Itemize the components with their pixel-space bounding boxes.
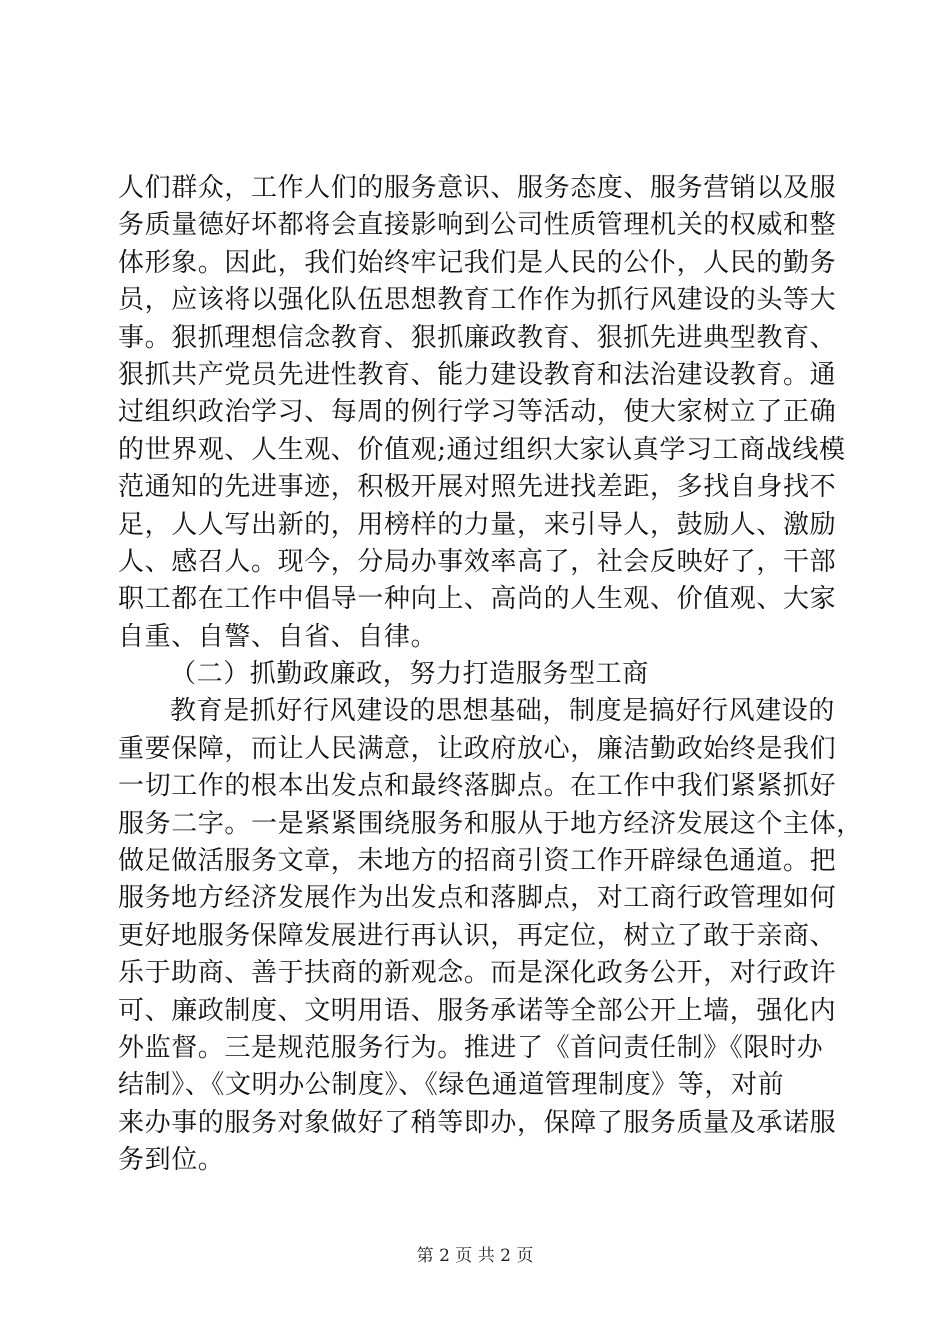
- text-line: 务质量德好坏都将会直接影响到公司性质管理机关的权威和整: [118, 210, 837, 241]
- text-line: 的世界观、人生观、价值观;通过组织大家认真学习工商战线模: [118, 434, 846, 465]
- body-text: [118, 170, 863, 1180]
- text-line: 做足做活服务文章，未地方的招商引资工作开辟绿色通道。把: [118, 846, 837, 877]
- text-line: 一切工作的根本出发点和最终落脚点。在工作中我们紧紧抓好: [118, 771, 837, 802]
- text-line: 足，人人写出新的，用榜样的力量，来引导人，鼓励人、激励: [118, 509, 837, 540]
- section-heading: （二）抓勤政廉政，努力打造服务型工商: [170, 659, 649, 690]
- text-line: 务到位。: [118, 1145, 225, 1176]
- page-footer: 第 2 页 共 2 页: [416, 1246, 534, 1266]
- text-line: 乐于助商、善于扶商的新观念。而是深化政务公开，对行政许: [118, 958, 837, 989]
- text-line: 服务地方经济发展作为出发点和落脚点，对工商行政管理如何: [118, 883, 837, 914]
- text-line: 来办事的服务对象做好了稍等即办，保障了服务质量及承诺服: [118, 1107, 837, 1138]
- text-line: 过组织政治学习、每周的例行学习等活动，使大家树立了正确: [118, 397, 837, 428]
- text-line: 服务二字。一是紧紧围绕服务和服从于地方经济发展这个主体，: [118, 808, 863, 839]
- text-line: 范通知的先进事迹，积极开展对照先进找差距，多找自身找不: [118, 472, 837, 503]
- text-line: 可、廉政制度、文明用语、服务承诺等全部公开上墙，强化内: [118, 995, 837, 1026]
- text-line: 外监督。三是规范服务行为。推进了《首问责任制》《限时办: [118, 1032, 824, 1063]
- text-line: 体形象。因此，我们始终牢记我们是人民的公仆，人民的勤务: [118, 247, 837, 278]
- text-line: 事。狠抓理想信念教育、狠抓廉政教育、狠抓先进典型教育、: [118, 322, 837, 353]
- text-line: 人、感召人。现今，分局办事效率高了，社会反映好了，干部: [118, 546, 837, 577]
- text-line: 结制》、《文明办公制度》、《绿色通道管理制度》等，对前: [118, 1070, 785, 1101]
- text-line: 狠抓共产党员先进性教育、能力建设教育和法治建设教育。通: [118, 359, 837, 390]
- text-line: 教育是抓好行风建设的思想基础，制度是搞好行风建设的: [170, 696, 836, 727]
- text-line: 人们群众，工作人们的服务意识、服务态度、服务营销以及服: [118, 173, 837, 203]
- text-line: 自重、自警、自省、自律。: [118, 621, 438, 652]
- text-line: 职工都在工作中倡导一种向上、高尚的人生观、价值观、大家: [118, 584, 837, 615]
- text-line: 更好地服务保障发展进行再认识，再定位，树立了敢于亲商、: [118, 920, 837, 951]
- text-line: 员，应该将以强化队伍思想教育工作作为抓行风建设的头等大: [118, 285, 837, 316]
- text-line: 重要保障，而让人民满意，让政府放心，廉洁勤政始终是我们: [118, 733, 837, 764]
